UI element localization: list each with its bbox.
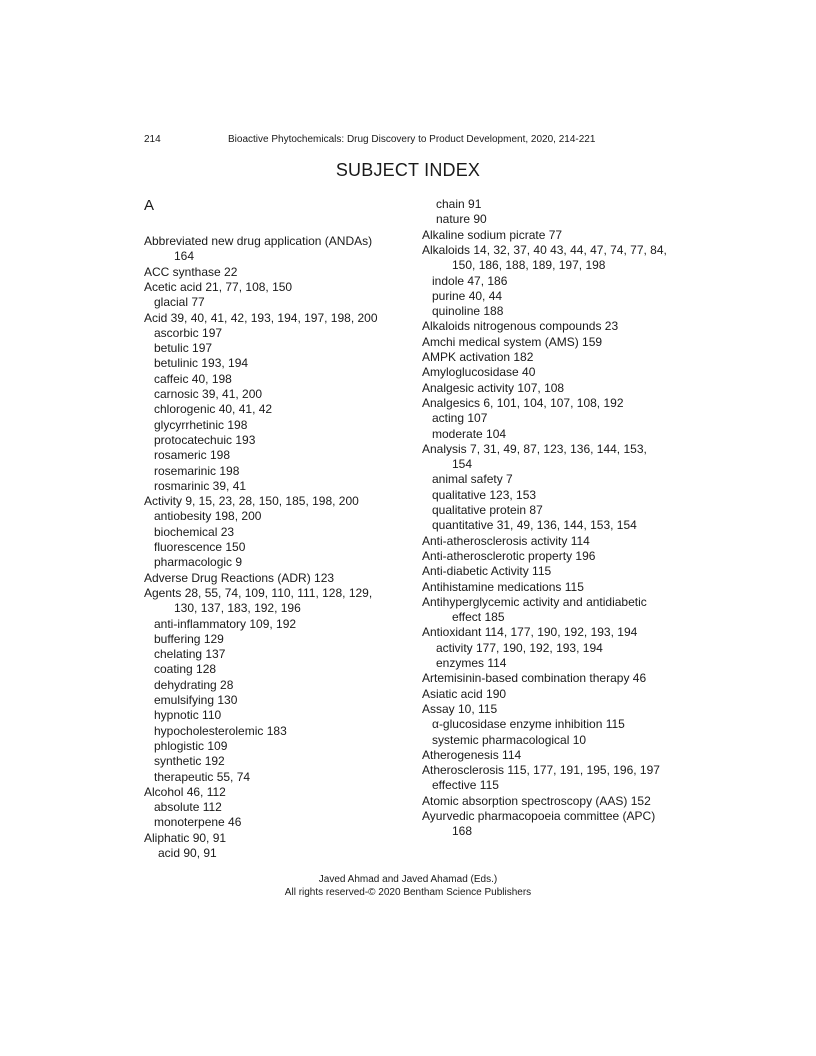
index-subentry: acting 107 (432, 411, 488, 426)
index-entry: Amyloglucosidase 40 (422, 365, 536, 380)
index-entry-continuation: 130, 137, 183, 192, 196 (174, 601, 301, 616)
footer-editors: Javed Ahmad and Javed Ahamad (Eds.) (318, 874, 498, 885)
index-subentry: betulinic 193, 194 (154, 356, 249, 371)
index-entry-continuation: 154 (452, 457, 473, 472)
index-entry: Adverse Drug Reactions (ADR) 123 (144, 570, 335, 585)
index-subentry: phlogistic 109 (154, 738, 228, 753)
index-subentry: α-glucosidase enzyme inhibition 115 (432, 717, 625, 732)
index-entry: Ayurvedic pharmacopoeia committee (APC) (422, 809, 656, 823)
index-entry: Activity 9, 15, 23, 28, 150, 185, 198, 200 (144, 494, 359, 509)
index-subentry: caffeic 40, 198 (154, 371, 232, 386)
index-entry: Alkaloids nitrogenous compounds 23 (422, 319, 619, 334)
index-subentry: chain 91 (436, 197, 482, 211)
index-subentry: quinoline 188 (432, 304, 504, 319)
index-subentry: rosameric 198 (154, 448, 231, 463)
index-subentry: biochemical 23 (154, 524, 235, 539)
index-subentry: systemic pharmacological 10 (432, 732, 587, 747)
index-entry: Anti-atherosclerotic property 196 (422, 548, 596, 563)
index-subentry: fluorescence 150 (154, 540, 246, 554)
index-subentry: moderate 104 (432, 426, 507, 441)
index-entry: Alkaline sodium picrate 77 (422, 227, 563, 242)
footer-copyright: All rights reserved-© 2020 Bentham Science Publishers (284, 887, 532, 898)
index-subentry: qualitative protein 87 (432, 503, 543, 517)
index-subentry: indole 47, 186 (432, 273, 508, 288)
index-entry: Anti-atherosclerosis activity 114 (422, 533, 590, 548)
index-subentry: synthetic 192 (154, 754, 225, 769)
index-entry: Assay 10, 115 (422, 701, 498, 716)
page-title: SUBJECT INDEX (335, 160, 481, 180)
index-entry: Atherosclerosis 115, 177, 191, 195, 196, 197 (422, 763, 660, 778)
index-entry: Artemisinin-based combination therapy 46 (422, 671, 647, 686)
index-subentry: therapeutic 55, 74 (154, 769, 251, 784)
index-subentry: rosmarinic 39, 41 (154, 478, 247, 493)
index-subentry: effective 115 (432, 778, 499, 793)
index-subentry: dehydrating 28 (154, 677, 234, 692)
index-entry: Antihyperglycemic activity and antidiabetic (422, 594, 647, 609)
index-subentry: ascorbic 197 (154, 325, 223, 340)
index-entry: Analgesics 6, 101, 104, 107, 108, 192 (422, 395, 624, 410)
index-entry: Asiatic acid 190 (422, 686, 507, 701)
index-entry: Alcohol 46, 112 (144, 784, 226, 799)
index-subentry: coating 128 (154, 662, 217, 677)
index-subentry: glycyrrhetinic 198 (154, 417, 248, 432)
index-subentry: enzymes 114 (436, 656, 507, 670)
index-subentry: glacial 77 (154, 295, 205, 310)
index-entry: Analgesic activity 107, 108 (422, 380, 565, 395)
index-entry: Antihistamine medications 115 (422, 579, 584, 594)
index-subentry: monoterpene 46 (154, 815, 242, 830)
index-entry-continuation: effect 185 (452, 610, 505, 625)
index-subentry: acid 90, 91 (158, 846, 217, 860)
index-subentry: nature 90 (436, 212, 487, 227)
index-entry-continuation: 150, 186, 188, 189, 197, 198 (452, 258, 606, 273)
index-entry: Anti-diabetic Activity 115 (422, 564, 552, 579)
index-entry: Antioxidant 114, 177, 190, 192, 193, 194 (422, 625, 638, 640)
index-subentry: pharmacologic 9 (154, 555, 243, 570)
index-entry: Atherogenesis 114 (422, 747, 522, 762)
index-entry: AMPK activation 182 (422, 350, 534, 364)
index-entry: ACC synthase 22 (144, 264, 238, 279)
index-subentry: absolute 112 (154, 800, 222, 815)
index-entry: Agents 28, 55, 74, 109, 110, 111, 128, 129, (144, 585, 373, 600)
index-subentry: anti-inflammatory 109, 192 (154, 616, 297, 631)
index-subentry: qualitative 123, 153 (432, 487, 537, 502)
index-subentry: purine 40, 44 (432, 288, 503, 303)
index-entry: Alkaloids 14, 32, 37, 40 43, 44, 47, 74, 77, 84, (422, 242, 667, 257)
index-subentry: protocatechuic 193 (154, 432, 256, 447)
index-subentry: quantitative 31, 49, 136, 144, 153, 154 (432, 518, 637, 533)
index-entry: Analysis 7, 31, 49, 87, 123, 136, 144, 153, (422, 441, 647, 456)
section-letter: A (144, 197, 155, 214)
index-subentry: hypnotic 110 (154, 708, 222, 723)
index-entry: Amchi medical system (AMS) 159 (422, 334, 603, 349)
index-subentry: chlorogenic 40, 41, 42 (154, 402, 273, 417)
index-subentry: chelating 137 (154, 647, 226, 662)
index-subentry: buffering 129 (154, 631, 224, 646)
index-entry: Atomic absorption spectroscopy (AAS) 152 (422, 793, 651, 808)
index-entry: Acetic acid 21, 77, 108, 150 (144, 279, 293, 294)
index-subentry: carnosic 39, 41, 200 (154, 387, 263, 401)
index-subentry: rosemarinic 198 (154, 463, 240, 478)
index-entry: Acid 39, 40, 41, 42, 193, 194, 197, 198, 200 (144, 310, 378, 325)
page-number: 214 (144, 134, 161, 145)
index-subentry: animal safety 7 (432, 472, 513, 487)
index-subentry: activity 177, 190, 192, 193, 194 (436, 640, 603, 655)
running-head: Bioactive Phytochemicals: Drug Discovery to Product Development, 2020, 214-221 (228, 134, 596, 145)
index-entry-continuation: 168 (452, 824, 473, 839)
index-subentry: hypocholesterolemic 183 (154, 723, 287, 738)
index-subentry: betulic 197 (154, 341, 213, 356)
index-entry: Abbreviated new drug application (ANDAs) (144, 234, 373, 248)
index-entry: Aliphatic 90, 91 (144, 830, 227, 845)
index-subentry: emulsifying 130 (154, 693, 238, 707)
index-entry-continuation: 164 (174, 249, 195, 264)
index-subentry: antiobesity 198, 200 (154, 509, 262, 524)
